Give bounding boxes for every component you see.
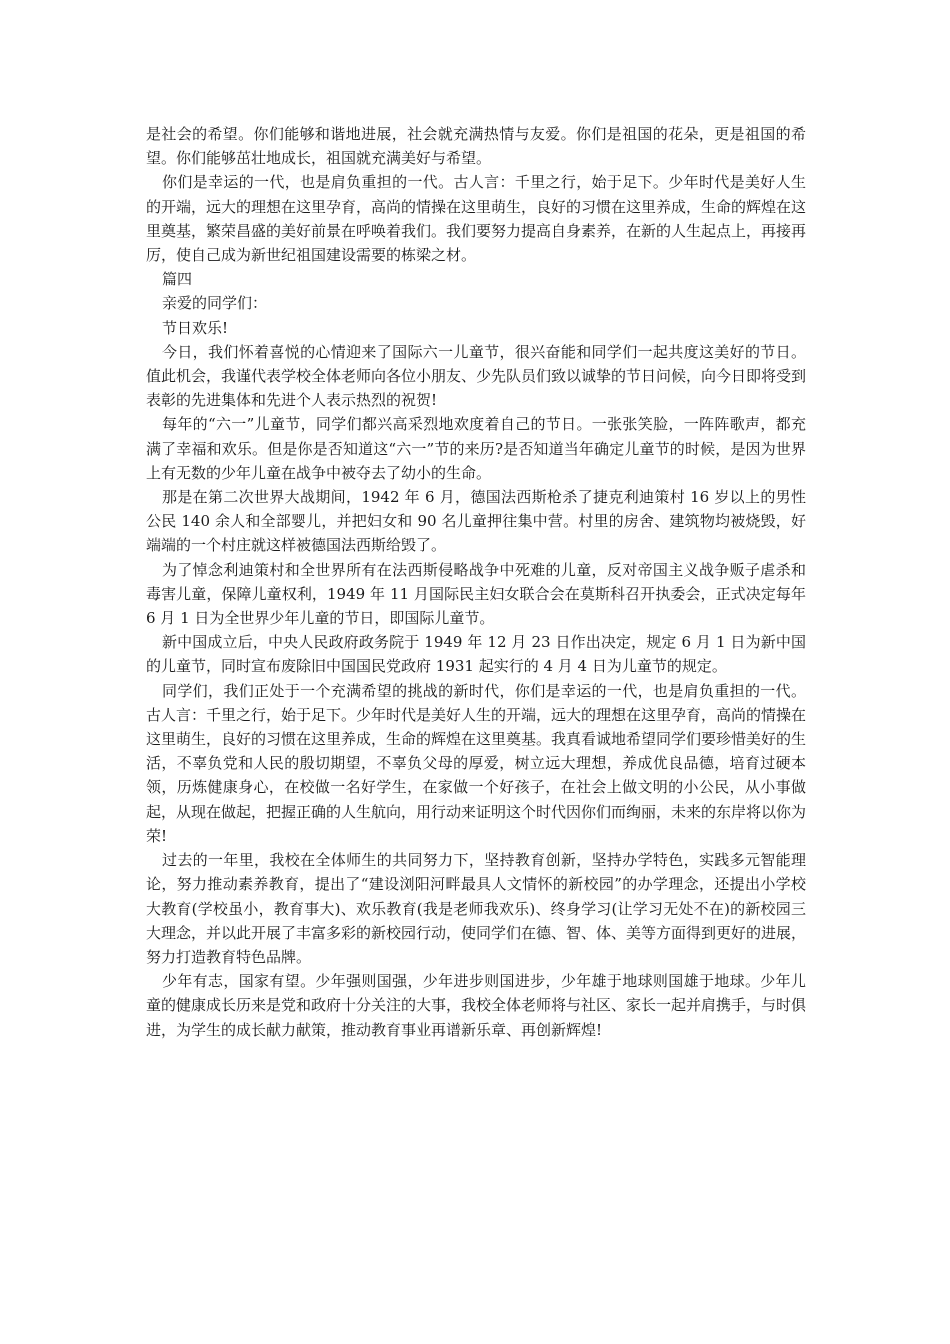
paragraph: 过去的一年里，我校在全体师生的共同努力下，坚持教育创新，坚持办学特色，实践多元智能理论，努力推动素养教育，提出了“建设浏阳河畔最具人文情怀的新校园”的办学理念，还提出小学校大教育(学校虽小，教育事大)、欢乐教育(我是老师我欢乐)、终身学习(让学习无处不在)的新校园三大理念，并以此开展了丰富多彩的新校园行动，使同学们在德、智、体、美等方面得到更好的进展，努力打造教育特色品牌。 <box>146 851 807 966</box>
greeting: 节日欢乐! <box>162 318 229 337</box>
paragraph: 每年的“六一”儿童节，同学们都兴高采烈地欢度着自己的节日。一张张笑脸，一阵阵歌声，都充满了幸福和欢乐。但是你是否知道这“六一”节的来历?是否知道当年确定儿童节的时候，是因为世界上有无数的少年儿童在战争中被夺去了幼小的生命。 <box>146 415 806 482</box>
document-page <box>146 122 806 1042</box>
paragraph: 今日，我们怀着喜悦的心情迎来了国际六一儿童节，很兴奋能和同学们一起共度这美好的节日。值此机会，我谨代表学校全体老师向各位小朋友、少先队员们致以诚挚的节日问候，向今日即将受到表彰的先进集体和先进个人表示热烈的祝贺! <box>146 342 807 410</box>
salutation: 亲爱的同学们： <box>162 294 268 313</box>
paragraph: 那是在第二次世界大战期间，1942 年 6 月，德国法西斯枪杀了捷克利迪策村 16 岁以上的男性公民 140 余人和全部婴儿，并把妇女和 90 名儿童押往集中营。村里的房舍、建筑物均被烧毁，好端端的一个村庄就这样被德国法西斯给毁了。 <box>146 488 806 555</box>
paragraph: 同学们，我们正处于一个充满希望的挑战的新时代，你们是幸运的一代，也是肩负重担的一代。古人言：千里之行，始于足下。少年时代是美好人生的开端，远大的理想在这里孕育，高尚的情操在这里萌生，良好的习惯在这里养成，生命的辉煌在这里奠基。我真看诚地希望同学们要珍惜美好的生活，不辜负党和人民的殷切期望，不辜负父母的厚爱，树立远大理想，养成优良品德，培育过硬本领，历炼健康身心，在校做一名好学生，在家做一个好孩子，在社会上做文明的小公民，从小事做起，从现在做起，把握正确的人生航向，用行动来证明这个时代因你们而绚丽，未来的东岸将以你为荣! <box>146 681 807 845</box>
paragraph: 为了悼念利迪策村和全世界所有在法西斯侵略战争中死难的儿童，反对帝国主义战争贩子虐杀和毒害儿童，保障儿童权利，1949 年 11 月国际民主妇女联合会在莫斯科召开执委会，正式决定每年 6 月 1 日为全世界少年儿童的节日，即国际儿童节。 <box>146 560 806 628</box>
paragraph: 新中国成立后，中央人民政府政务院于 1949 年 12 月 23 日作出决定，规定 6 月 1 日为新中国的儿童节，同时宣布废除旧中国国民党政府 1931 起实行的 4 月 4 日为儿童节的规定。 <box>146 633 806 676</box>
paragraph: 少年有志，国家有望。少年强则国强，少年进步则国进步，少年雄于地球则国雄于地球。少年儿童的健康成长历来是党和政府十分关注的大事，我校全体老师将与社区、家长一起并肩携手，与时俱进，为学生的成长献力献策，推动教育事业再谱新乐章、再创新辉煌! <box>146 972 807 1039</box>
paragraph: 你们是幸运的一代，也是肩负重担的一代。古人言：千里之行，始于足下。少年时代是美好人生的开端，远大的理想在这里孕育，高尚的情操在这里萌生，良好的习惯在这里养成，生命的辉煌在这里奠基，繁荣昌盛的美好前景在呼唤着我们。我们要努力提高自身素养，在新的人生起点上，再接再厉，使自己成为新世纪祖国建设需要的栋梁之材。 <box>146 173 807 265</box>
paragraph-continuation: 是社会的希望。你们能够和谐地进展，社会就充满热情与友爱。你们是祖国的花朵，更是祖国的希望。你们能够茁壮地成长，祖国就充满美好与希望。 <box>146 125 806 168</box>
section-heading: 篇四 <box>162 270 193 289</box>
